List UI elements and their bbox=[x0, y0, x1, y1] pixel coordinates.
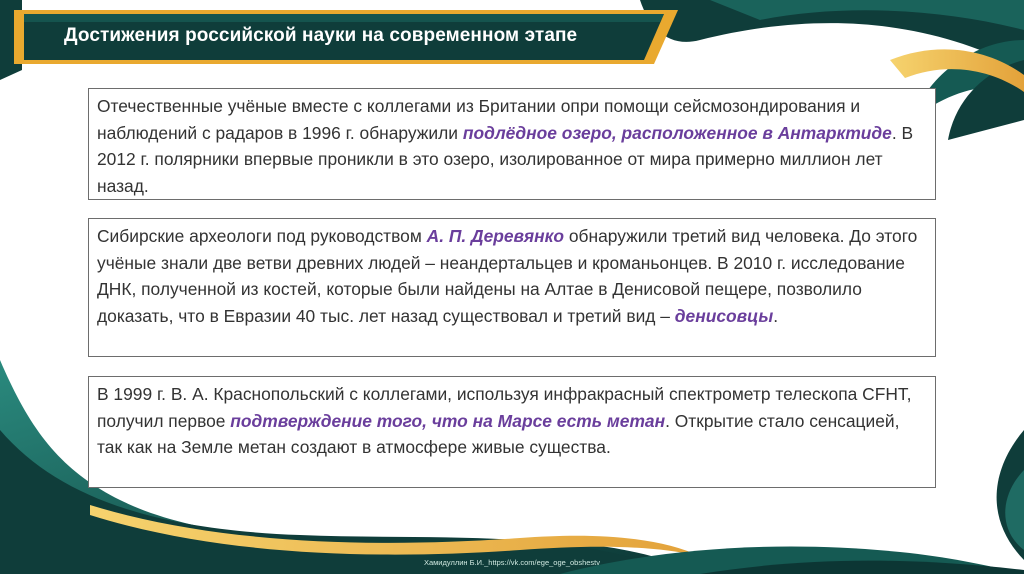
card-text-part: . В 2012 г. полярники впервые проникли в это озеро, изолированное от мира примерно миллион лет назад. bbox=[97, 122, 914, 196]
fact-card-text bbox=[97, 381, 927, 461]
card-text-part: . Открытие стало сенсацией, так как на Земле метан создают в атмосфере живые существа. bbox=[97, 410, 900, 458]
highlight-term: денисовцы bbox=[674, 305, 774, 326]
highlight-term: подлёдное озеро, расположенное в Антарктиде bbox=[462, 122, 892, 143]
footer-credit: Хамидуллин Б.И._https://vk.com/ege_oge_obshestv bbox=[423, 558, 601, 567]
fact-card-denisovans bbox=[88, 218, 936, 357]
fact-card-antarctic-lake bbox=[88, 88, 936, 200]
fact-card-text bbox=[97, 223, 927, 329]
fact-card-text bbox=[97, 93, 927, 199]
fact-card-mars-methane bbox=[88, 376, 936, 488]
card-text-part: Сибирские археологи под руководством bbox=[97, 226, 427, 246]
card-text-part: Отечественные учёные вместе с коллегами из Британии опри помощи сейсмозондирования и наблюдений с радаров в 1996 г. обнаружили bbox=[97, 96, 861, 143]
card-text-part: . bbox=[773, 305, 779, 326]
slide-title: Достижения российской науки на современном этапе bbox=[64, 25, 578, 46]
card-text-part: В 1999 г. В. А. Краснопольский с коллегами, используя инфракрасный спектрометр телескопа CFHT, получил первое bbox=[97, 384, 912, 431]
highlight-term: подтверждение того, что на Марсе есть метан bbox=[230, 410, 666, 431]
card-text-part: обнаружили третий вид человека. До этого учёные знали две ветви древних людей – неандертальцев и кроманьонцев. В 2010 г. исследование ДНК, полученной из костей, которые были найдены на Алтае в Денисовой пещере, позволило доказать, что в Евразии 40 тыс. лет назад существовал и третий вид – bbox=[97, 226, 918, 326]
highlight-term: А. П. Деревянко bbox=[426, 226, 565, 246]
